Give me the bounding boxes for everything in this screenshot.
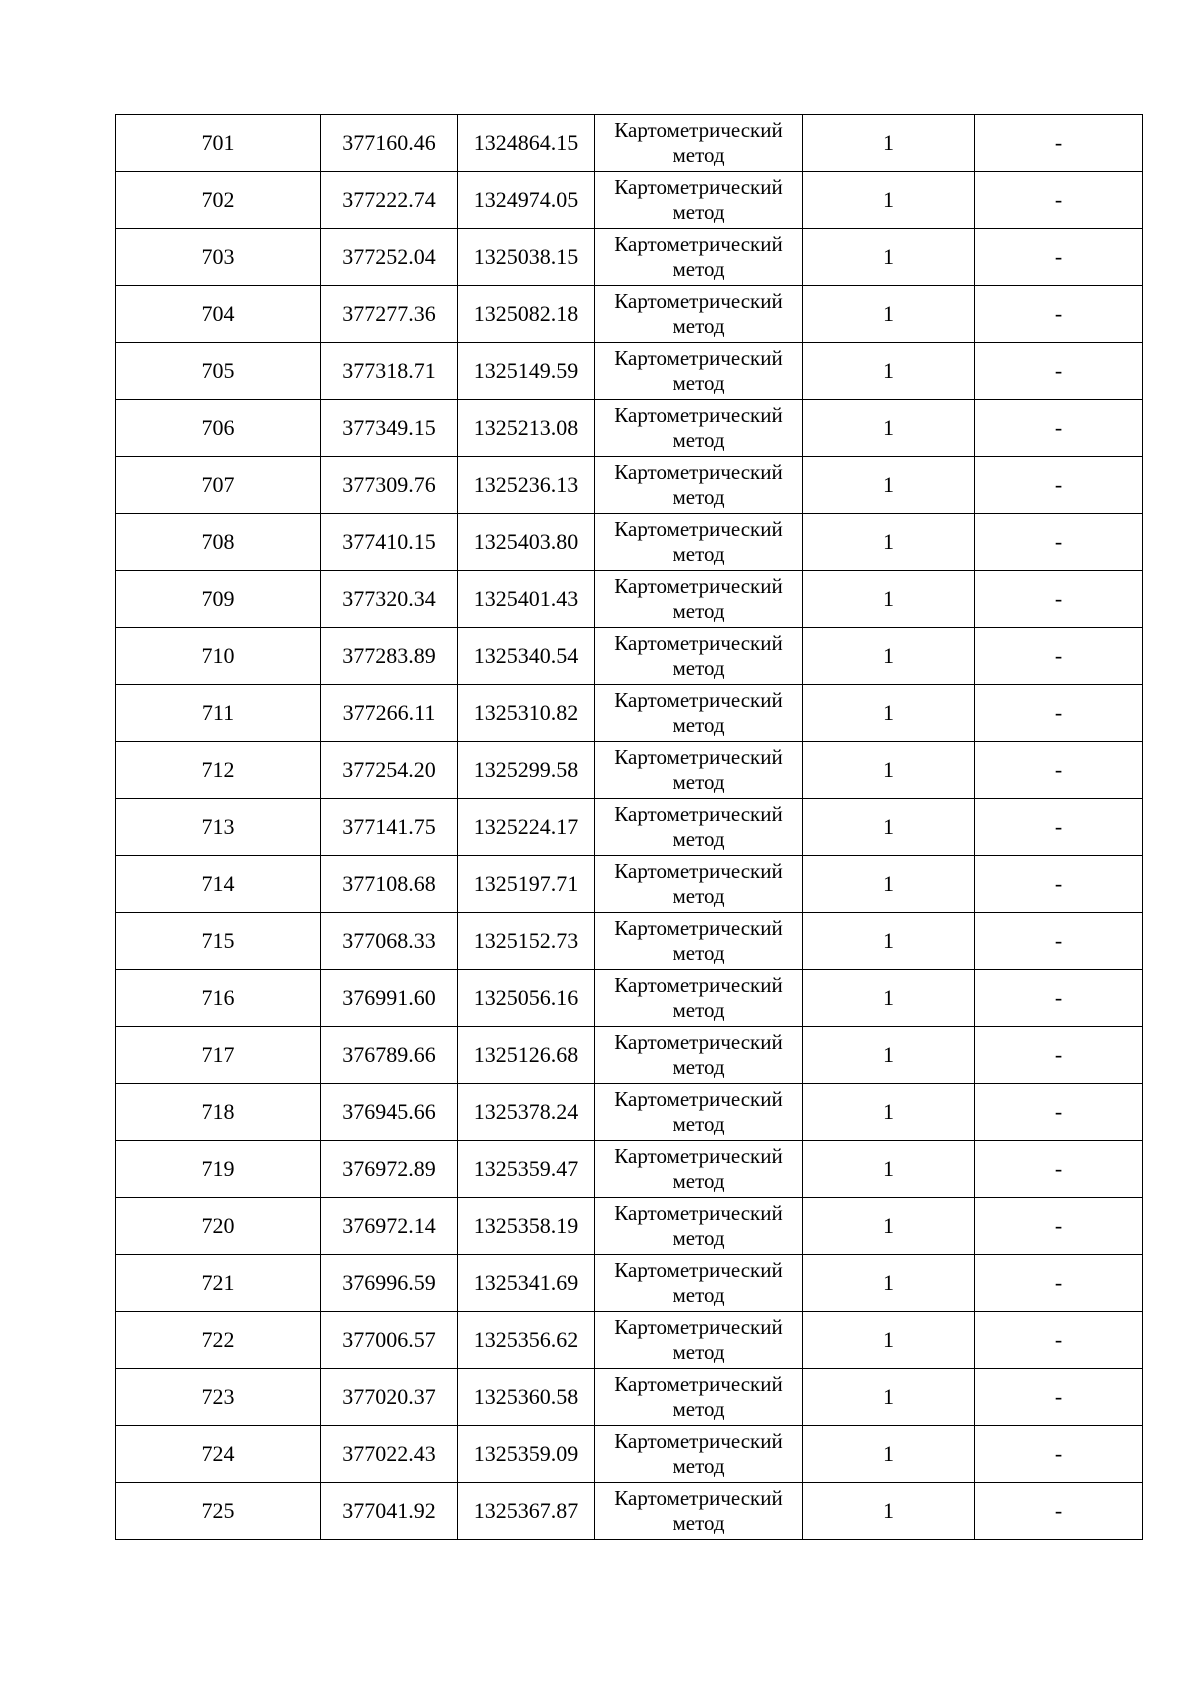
point-number-cell: 708 (116, 514, 321, 571)
table-row (116, 286, 1143, 343)
note-cell: - (975, 1141, 1143, 1198)
note-cell: - (975, 514, 1143, 571)
method-cell (595, 514, 803, 571)
x-coordinate-cell: 377222.74 (321, 172, 458, 229)
method-line-1: Картометрический (614, 630, 783, 655)
method-line-2: метод (672, 998, 725, 1022)
table-row (116, 514, 1143, 571)
method-line-1: Картометрический (614, 288, 783, 313)
table-row (116, 856, 1143, 913)
accuracy-cell: 1 (803, 1141, 975, 1198)
table-row (116, 913, 1143, 970)
x-coordinate-cell: 377277.36 (321, 286, 458, 343)
method-cell (595, 1084, 803, 1141)
note-cell: - (975, 1369, 1143, 1426)
table-row (116, 1198, 1143, 1255)
note-cell: - (975, 457, 1143, 514)
method-cell (595, 172, 803, 229)
method-line-1: Картометрический (614, 858, 783, 883)
note-cell: - (975, 1312, 1143, 1369)
method-line-1: Картометрический (614, 972, 783, 997)
y-coordinate-cell: 1325358.19 (458, 1198, 595, 1255)
method-cell (595, 856, 803, 913)
method-cell (595, 1426, 803, 1483)
table-row (116, 457, 1143, 514)
accuracy-cell: 1 (803, 799, 975, 856)
method-cell (595, 913, 803, 970)
method-line-2: метод (672, 713, 725, 737)
method-line-1: Картометрический (614, 1371, 783, 1396)
point-number-cell: 715 (116, 913, 321, 970)
point-number-cell: 714 (116, 856, 321, 913)
point-number-cell: 717 (116, 1027, 321, 1084)
accuracy-cell: 1 (803, 970, 975, 1027)
accuracy-cell: 1 (803, 457, 975, 514)
note-cell: - (975, 1483, 1143, 1540)
note-cell: - (975, 229, 1143, 286)
accuracy-cell: 1 (803, 913, 975, 970)
method-line-2: метод (672, 143, 725, 167)
point-number-cell: 703 (116, 229, 321, 286)
note-cell: - (975, 172, 1143, 229)
note-cell: - (975, 286, 1143, 343)
table-row (116, 1084, 1143, 1141)
y-coordinate-cell: 1325378.24 (458, 1084, 595, 1141)
method-line-1: Картометрический (614, 402, 783, 427)
point-number-cell: 723 (116, 1369, 321, 1426)
accuracy-cell: 1 (803, 1255, 975, 1312)
x-coordinate-cell: 377252.04 (321, 229, 458, 286)
method-cell (595, 1198, 803, 1255)
x-coordinate-cell: 377020.37 (321, 1369, 458, 1426)
x-coordinate-cell: 376996.59 (321, 1255, 458, 1312)
x-coordinate-cell: 377254.20 (321, 742, 458, 799)
method-line-2: метод (672, 1169, 725, 1193)
method-line-1: Картометрический (614, 744, 783, 769)
method-cell (595, 229, 803, 286)
accuracy-cell: 1 (803, 514, 975, 571)
table-row (116, 1027, 1143, 1084)
method-line-1: Картометрический (614, 1485, 783, 1510)
method-line-2: метод (672, 200, 725, 224)
x-coordinate-cell: 377022.43 (321, 1426, 458, 1483)
x-coordinate-cell: 377141.75 (321, 799, 458, 856)
point-number-cell: 711 (116, 685, 321, 742)
point-number-cell: 725 (116, 1483, 321, 1540)
table-row (116, 799, 1143, 856)
point-number-cell: 706 (116, 400, 321, 457)
table-row (116, 1483, 1143, 1540)
method-cell (595, 1369, 803, 1426)
point-number-cell: 701 (116, 115, 321, 172)
method-line-1: Картометрический (614, 687, 783, 712)
accuracy-cell: 1 (803, 1312, 975, 1369)
method-line-2: метод (672, 542, 725, 566)
method-line-2: метод (672, 1340, 725, 1364)
point-number-cell: 712 (116, 742, 321, 799)
method-line-2: метод (672, 827, 725, 851)
coordinates-table-body (116, 115, 1143, 1540)
table-row (116, 172, 1143, 229)
y-coordinate-cell: 1325224.17 (458, 799, 595, 856)
accuracy-cell: 1 (803, 571, 975, 628)
note-cell: - (975, 1027, 1143, 1084)
y-coordinate-cell: 1325401.43 (458, 571, 595, 628)
note-cell: - (975, 571, 1143, 628)
note-cell: - (975, 1084, 1143, 1141)
table-row (116, 1255, 1143, 1312)
method-line-2: метод (672, 1112, 725, 1136)
y-coordinate-cell: 1325213.08 (458, 400, 595, 457)
method-cell (595, 628, 803, 685)
method-line-1: Картометрический (614, 516, 783, 541)
y-coordinate-cell: 1325367.87 (458, 1483, 595, 1540)
accuracy-cell: 1 (803, 1027, 975, 1084)
table-row (116, 1426, 1143, 1483)
method-cell (595, 685, 803, 742)
note-cell: - (975, 1255, 1143, 1312)
method-cell (595, 343, 803, 400)
table-row (116, 1369, 1143, 1426)
method-line-1: Картометрический (614, 1314, 783, 1339)
y-coordinate-cell: 1325197.71 (458, 856, 595, 913)
accuracy-cell: 1 (803, 343, 975, 400)
note-cell: - (975, 400, 1143, 457)
method-cell (595, 400, 803, 457)
y-coordinate-cell: 1325082.18 (458, 286, 595, 343)
point-number-cell: 721 (116, 1255, 321, 1312)
y-coordinate-cell: 1325359.47 (458, 1141, 595, 1198)
accuracy-cell: 1 (803, 400, 975, 457)
method-cell (595, 742, 803, 799)
note-cell: - (975, 1198, 1143, 1255)
method-line-2: метод (672, 371, 725, 395)
method-line-1: Картометрический (614, 1086, 783, 1111)
accuracy-cell: 1 (803, 1198, 975, 1255)
x-coordinate-cell: 377160.46 (321, 115, 458, 172)
accuracy-cell: 1 (803, 1483, 975, 1540)
method-line-2: метод (672, 485, 725, 509)
point-number-cell: 709 (116, 571, 321, 628)
point-number-cell: 716 (116, 970, 321, 1027)
x-coordinate-cell: 377068.33 (321, 913, 458, 970)
method-cell (595, 1027, 803, 1084)
method-cell (595, 1141, 803, 1198)
y-coordinate-cell: 1325341.69 (458, 1255, 595, 1312)
method-line-2: метод (672, 884, 725, 908)
x-coordinate-cell: 377108.68 (321, 856, 458, 913)
x-coordinate-cell: 376945.66 (321, 1084, 458, 1141)
table-row (116, 685, 1143, 742)
note-cell: - (975, 343, 1143, 400)
method-cell (595, 115, 803, 172)
note-cell: - (975, 913, 1143, 970)
x-coordinate-cell: 376972.14 (321, 1198, 458, 1255)
method-cell (595, 799, 803, 856)
method-line-1: Картометрический (614, 345, 783, 370)
point-number-cell: 705 (116, 343, 321, 400)
point-number-cell: 713 (116, 799, 321, 856)
x-coordinate-cell: 377283.89 (321, 628, 458, 685)
method-cell (595, 571, 803, 628)
method-line-1: Картометрический (614, 1257, 783, 1282)
point-number-cell: 720 (116, 1198, 321, 1255)
x-coordinate-cell: 377410.15 (321, 514, 458, 571)
y-coordinate-cell: 1324974.05 (458, 172, 595, 229)
method-line-2: метод (672, 941, 725, 965)
method-cell (595, 1483, 803, 1540)
note-cell: - (975, 628, 1143, 685)
x-coordinate-cell: 377320.34 (321, 571, 458, 628)
method-line-2: метод (672, 599, 725, 623)
method-line-2: метод (672, 1511, 725, 1535)
x-coordinate-cell: 377349.15 (321, 400, 458, 457)
method-line-1: Картометрический (614, 1428, 783, 1453)
note-cell: - (975, 115, 1143, 172)
accuracy-cell: 1 (803, 1369, 975, 1426)
note-cell: - (975, 799, 1143, 856)
y-coordinate-cell: 1325152.73 (458, 913, 595, 970)
x-coordinate-cell: 376991.60 (321, 970, 458, 1027)
y-coordinate-cell: 1324864.15 (458, 115, 595, 172)
method-line-1: Картометрический (614, 573, 783, 598)
method-line-1: Картометрический (614, 1200, 783, 1225)
point-number-cell: 719 (116, 1141, 321, 1198)
table-row (116, 1312, 1143, 1369)
y-coordinate-cell: 1325038.15 (458, 229, 595, 286)
table-row (116, 571, 1143, 628)
table-row (116, 229, 1143, 286)
table-row (116, 400, 1143, 457)
point-number-cell: 724 (116, 1426, 321, 1483)
method-cell (595, 1255, 803, 1312)
method-cell (595, 286, 803, 343)
point-number-cell: 707 (116, 457, 321, 514)
method-line-2: метод (672, 1397, 725, 1421)
point-number-cell: 722 (116, 1312, 321, 1369)
accuracy-cell: 1 (803, 229, 975, 286)
method-line-2: метод (672, 1226, 725, 1250)
accuracy-cell: 1 (803, 286, 975, 343)
accuracy-cell: 1 (803, 685, 975, 742)
method-line-1: Картометрический (614, 801, 783, 826)
x-coordinate-cell: 377309.76 (321, 457, 458, 514)
note-cell: - (975, 970, 1143, 1027)
table-row (116, 742, 1143, 799)
method-line-2: метод (672, 656, 725, 680)
y-coordinate-cell: 1325356.62 (458, 1312, 595, 1369)
note-cell: - (975, 685, 1143, 742)
accuracy-cell: 1 (803, 742, 975, 799)
method-line-2: метод (672, 1055, 725, 1079)
point-number-cell: 702 (116, 172, 321, 229)
method-line-2: метод (672, 770, 725, 794)
table-row (116, 1141, 1143, 1198)
method-line-1: Картометрический (614, 174, 783, 199)
y-coordinate-cell: 1325310.82 (458, 685, 595, 742)
note-cell: - (975, 742, 1143, 799)
y-coordinate-cell: 1325340.54 (458, 628, 595, 685)
table-row (116, 970, 1143, 1027)
point-number-cell: 710 (116, 628, 321, 685)
method-line-2: метод (672, 428, 725, 452)
method-line-2: метод (672, 257, 725, 281)
method-line-1: Картометрический (614, 1029, 783, 1054)
accuracy-cell: 1 (803, 628, 975, 685)
x-coordinate-cell: 376789.66 (321, 1027, 458, 1084)
point-number-cell: 704 (116, 286, 321, 343)
table-row (116, 628, 1143, 685)
y-coordinate-cell: 1325149.59 (458, 343, 595, 400)
x-coordinate-cell: 377266.11 (321, 685, 458, 742)
y-coordinate-cell: 1325126.68 (458, 1027, 595, 1084)
y-coordinate-cell: 1325403.80 (458, 514, 595, 571)
point-number-cell: 718 (116, 1084, 321, 1141)
method-line-1: Картометрический (614, 231, 783, 256)
y-coordinate-cell: 1325360.58 (458, 1369, 595, 1426)
method-line-1: Картометрический (614, 1143, 783, 1168)
x-coordinate-cell: 377006.57 (321, 1312, 458, 1369)
method-line-2: метод (672, 1454, 725, 1478)
method-line-2: метод (672, 314, 725, 338)
method-line-1: Картометрический (614, 459, 783, 484)
x-coordinate-cell: 377041.92 (321, 1483, 458, 1540)
method-cell (595, 970, 803, 1027)
y-coordinate-cell: 1325056.16 (458, 970, 595, 1027)
method-line-1: Картометрический (614, 117, 783, 142)
note-cell: - (975, 1426, 1143, 1483)
accuracy-cell: 1 (803, 172, 975, 229)
method-line-2: метод (672, 1283, 725, 1307)
y-coordinate-cell: 1325236.13 (458, 457, 595, 514)
table-row (116, 343, 1143, 400)
coordinates-table (115, 114, 1143, 1540)
accuracy-cell: 1 (803, 1084, 975, 1141)
method-cell (595, 1312, 803, 1369)
note-cell: - (975, 856, 1143, 913)
table-row (116, 115, 1143, 172)
x-coordinate-cell: 376972.89 (321, 1141, 458, 1198)
x-coordinate-cell: 377318.71 (321, 343, 458, 400)
y-coordinate-cell: 1325299.58 (458, 742, 595, 799)
accuracy-cell: 1 (803, 115, 975, 172)
method-cell (595, 457, 803, 514)
method-line-1: Картометрический (614, 915, 783, 940)
accuracy-cell: 1 (803, 1426, 975, 1483)
y-coordinate-cell: 1325359.09 (458, 1426, 595, 1483)
accuracy-cell: 1 (803, 856, 975, 913)
